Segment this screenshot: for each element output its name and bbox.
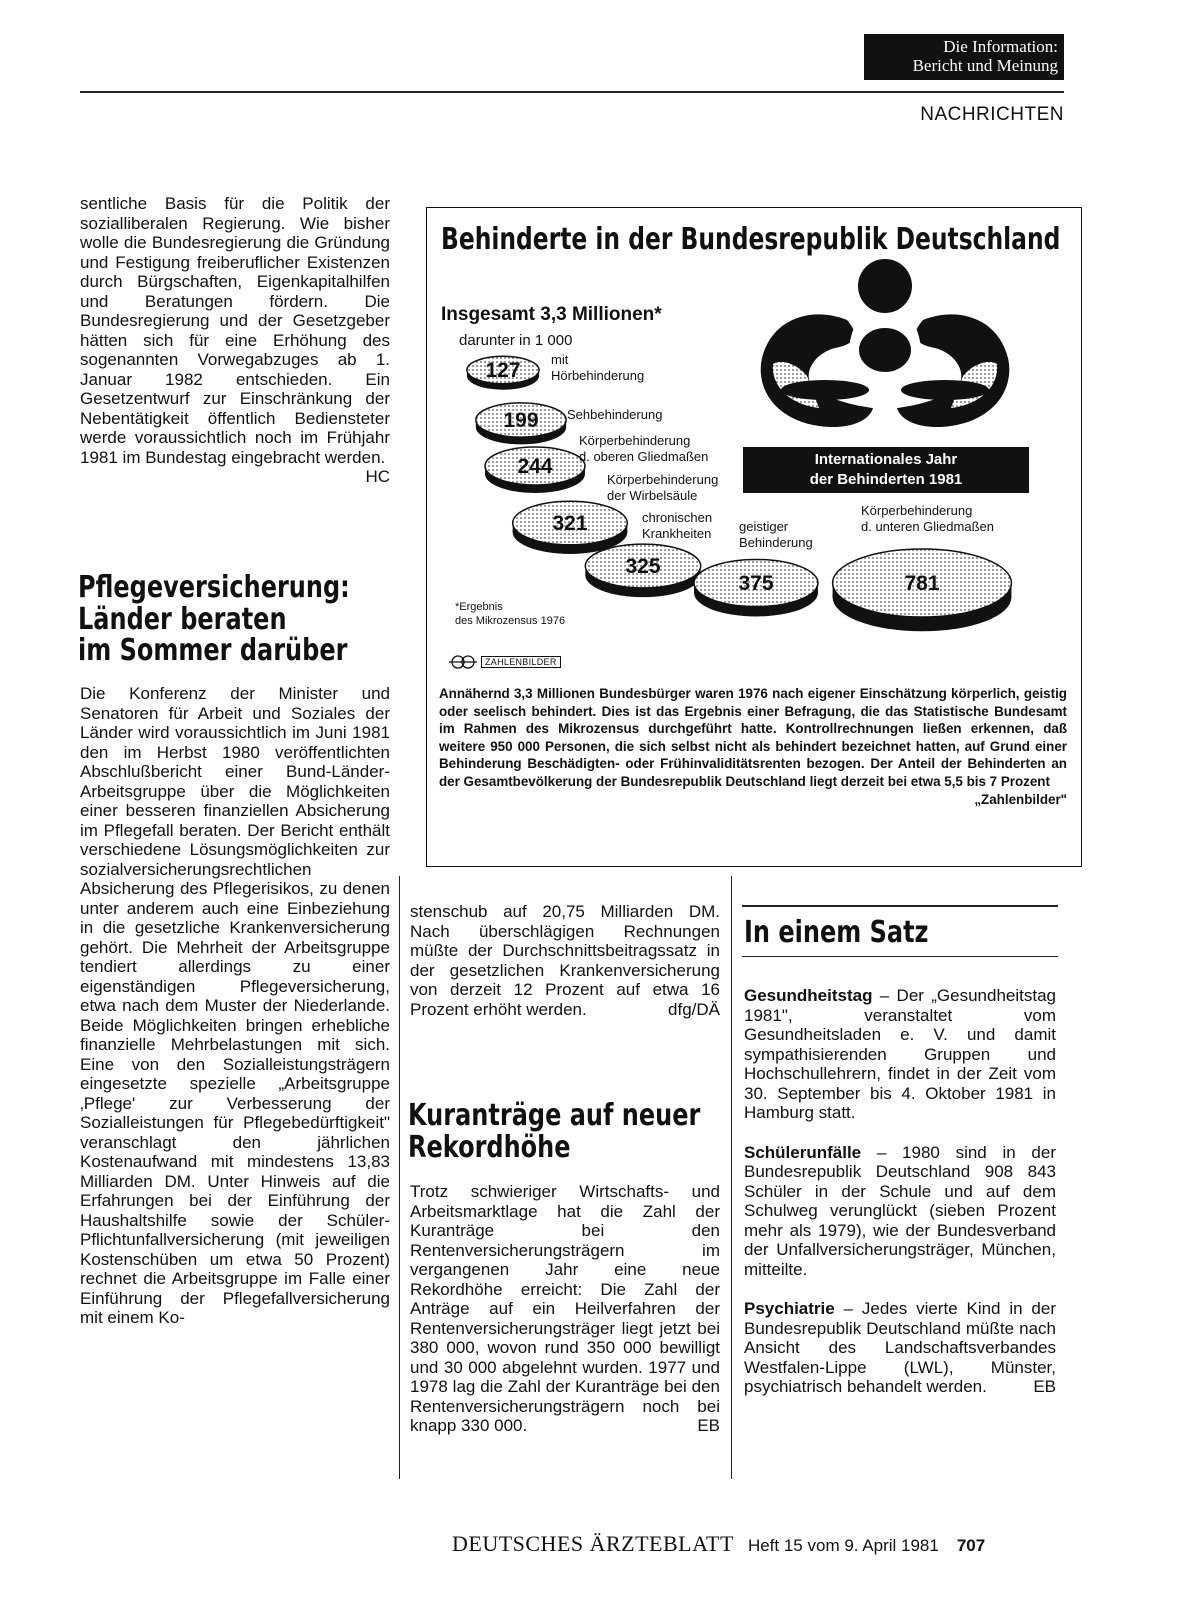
source-logo	[449, 655, 561, 669]
brief-term: Schülerunfälle	[744, 1142, 862, 1162]
caption-text: Annähernd 3,3 Millionen Bundesbürger waren 1976 nach eigener Einschätzung körperlich, geistig oder seelisch behindert. Dies ist das Ergebnis einer Befragung, die das Statistische Bundesamt im Rahmen des Mikrozensus durchgeführt hatte. Kontrollrechnungen ließen erkennen, daß weitere 950 000 Personen, die sich selbst nicht als behindert bezeichnet hatten, auf Grund einer Behinderung Beschädigten- oder Frühinvaliditätsrenten bezogen. Der Anteil der Behinderten an der Gesamtbevölkerung der Bundesrepublik Deutschland liegt derzeit bei etwa 5,5 bis 7 Prozent	[439, 686, 1067, 789]
label-781-l1: Körperbehinderung	[861, 503, 973, 518]
body-text: Trotz schwieriger Wirtschafts- und Arbeitsmarktlage hat die Zahl der Kuranträge bei den Rentenversicherungsträgern im vergangenen Jahr eine neue Rekordhöhe erreicht: Die Zahl der Anträge auf ein Heilverfahren der Rentenversicherungsträger liegt jetzt bei 380 000, wovon rund 350 000 bewilligt und 30 000 abgelehnt wurden. 1977 und 1978 lag die Zahl der Kuranträge bei den Rentenversicherungsträgern noch bei knapp 330 000.	[410, 1182, 720, 1435]
disc-value: 321	[552, 512, 588, 535]
disc-781	[833, 549, 1012, 631]
brief-term: Psychiatrie	[744, 1299, 835, 1318]
disc-value: 325	[625, 555, 661, 578]
label-244-l2: d. oberen Gliedmaßen	[579, 449, 709, 464]
disc-value: 127	[485, 359, 521, 382]
article-continuation-col2	[410, 902, 720, 1019]
brief-text: – Der „Gesundheitstag 1981", veranstaltet vom Gesundheitsladen e. V. und damit sympathisierenden Gruppen und Hochschullehrern, findet in der Zeit vom 30. September bis 4. Oktober 1981 in Hamburg statt.	[744, 986, 1056, 1122]
author-sign-eb: EB	[697, 1416, 720, 1435]
disc-value: 199	[503, 409, 539, 432]
infographic-footnote	[455, 600, 565, 628]
article-heading-pflegeversicherung	[78, 572, 350, 667]
article-continuation	[80, 194, 390, 487]
heading-line-2: Länder beraten	[78, 601, 287, 637]
continuation-text: sentliche Basis für die Politik der sozialliberalen Regierung. Wie bisher wolle die Bundesregierung die Gründung und Festigung freiberuflicher Existenzen durch Bürgschaften, Eigenkapitalhilfen und Beratungen fördern. Die Bundesregierung und der Gesetzgeber hätten sich für eine Erhöhung des sogenannten Vorwegabzuges ab 1. Januar 1982 entschieden. Ein Gesetzentwurf zur Einschränkung der Nebentätigkeit öffentlich Bediensteter werde voraussichtlich noch im Frühjahr 1981 im Bundestag eingebracht werden.	[80, 194, 390, 467]
disc-value: 375	[738, 572, 774, 595]
banner-line-1: Internationales Jahr	[814, 451, 958, 468]
author-sign-hc: HC	[365, 467, 390, 486]
col3-top-rule	[742, 905, 1058, 907]
disc-321	[513, 501, 628, 554]
brief-item	[744, 1143, 1056, 1280]
brief-text: – Jedes vierte Kind in der Bundesrepublik Deutschland müßte nach Ansicht des Landschaftsverbandes Westfalen-Lippe (LWL), Münster, psychiatrisch behandelt werden.	[744, 1299, 1056, 1396]
disc-325	[585, 544, 700, 597]
section-badge	[864, 34, 1064, 80]
label-321-l1: Körperbehinderung	[607, 472, 719, 487]
brief-text: – 1980 sind in der Bundesrepublik Deutschland 908 843 Schüler in der Schule und auf dem Schulweg verunglückt (sieben Prozent mehr als 1979), wie der Bundesverband der Unfallversicherungsträger, München, mitteilte.	[744, 1142, 1056, 1279]
footnote-line-1: *Ergebnis	[455, 601, 503, 613]
article-body-pflegeversicherung	[80, 684, 390, 1328]
caption-sign: „Zahlenbilder"	[974, 791, 1067, 807]
infographic-title: Behinderte in der Bundesrepublik Deutschland	[441, 222, 1061, 257]
infographic-caption	[439, 685, 1067, 808]
label-325-l2: Krankheiten	[642, 526, 712, 541]
article-body-kurantraege	[410, 1182, 720, 1436]
page-footer	[452, 1531, 985, 1557]
brief-sign: EB	[1033, 1377, 1056, 1396]
label-127-l1: mit	[551, 352, 569, 367]
journal-name: DEUTSCHES ÄRZTEBLATT	[452, 1531, 734, 1556]
disc-127	[467, 356, 539, 389]
disc-244	[485, 447, 585, 493]
author-sign-dfg: dfg/DÄ	[668, 999, 720, 1019]
infographic-subtitle: darunter in 1 000	[459, 332, 573, 349]
infographic-box	[426, 207, 1082, 867]
column-rule-2	[731, 876, 732, 1479]
section-label: NACHRICHTEN	[920, 104, 1064, 125]
brief-item	[744, 1299, 1056, 1397]
label-321-l2: der Wirbelsäule	[607, 488, 698, 503]
column-rule-1	[399, 876, 400, 1479]
banner-iyd	[743, 447, 1029, 493]
page-number: 707	[956, 1536, 986, 1555]
heading-line-2: Rekordhöhe	[408, 1129, 571, 1165]
disc-value: 781	[904, 572, 940, 595]
disc-375	[694, 559, 818, 616]
heading-line-1: Kuranträge auf neuer	[408, 1098, 701, 1133]
source-logo-label: ZAHLENBILDER	[481, 656, 561, 668]
col3-heading-rule	[742, 956, 1058, 957]
disc-199	[476, 403, 566, 445]
brief-news-list	[744, 986, 1056, 1397]
figure-seat	[859, 328, 911, 372]
badge-line-2: Bericht und Meinung	[912, 56, 1058, 75]
label-199-l1: Sehbehinderung	[567, 407, 663, 422]
figure-pictogram	[761, 259, 1010, 427]
label-127-l2: Hörbehinderung	[551, 368, 645, 383]
infographic-total: Insgesamt 3,3 Millionen*	[441, 304, 662, 325]
article-heading-in-einem-satz: In einem Satz	[744, 915, 929, 950]
heading-line-3: im Sommer darüber	[78, 633, 348, 668]
heading-line-1: Pflegeversicherung:	[78, 570, 350, 605]
label-781-l2: d. unteren Gliedmaßen	[861, 519, 994, 534]
label-325-l1: chronischen	[642, 510, 713, 525]
issue-info: Heft 15 vom 9. April 1981	[747, 1536, 939, 1555]
label-375-l2: Behinderung	[739, 535, 813, 550]
label-244-l1: Körperbehinderung	[579, 433, 691, 448]
article-heading-kurantraege	[408, 1100, 700, 1163]
brief-item	[744, 986, 1056, 1123]
disc-value: 244	[517, 455, 553, 478]
body-text: Die Konferenz der Minister und Senatoren für Arbeit und Soziales der Länder wird voraussichtlich im Juni 1981 den im Herbst 1980 veröffentlichten Abschlußbericht einer Bund-Länder-Arbeitsgruppe über die Möglichkeiten einer besseren finanziellen Absicherung im Pflegefall beraten. Der Bericht enthält verschiedene Lösungsmöglichkeiten zur sozialversicherungsrechtlichen Absicherung des Pflegerisikos, zu denen unter anderem auch eine Einbeziehung in die gesetzliche Krankenversicherung gehört. Die Mehrheit der Arbeitsgruppe tendiert allerdings zu einer eigenständigen Pflegeversicherung, etwa nach dem Muster der Niederlande. Beide Möglichkeiten bringen erhebliche finanzielle Mehrbelastungen mit sich. Eine von den Sozialleistungsträgern eingesetzte spezielle „Arbeitsgruppe ‚Pflege' zur Verbesserung der Sozialleistungen für Pflegebedürftigkeit" veranschlagt den jährlichen Kostenaufwand mit mindestens 13,83 Milliarden DM. Unter Hinweis auf die Erfahrungen bei der Einführung der Haushaltshilfe sowie der Schüler-Pflichtunfallversicherung (mit jeweiligen Kostenschüben um etwa 50 Prozent) rechnet die Arbeitsgruppe im Falle einer Einführung der Pflegefallversicherung mit einem Ko-	[80, 684, 390, 1327]
continuation-col2-text: stenschub auf 20,75 Milliarden DM. Nach überschlägigen Rechnungen müßte der Durchschnittsbeitragssatz in der gesetzlichen Krankenversicherung von derzeit 12 Prozent auf etwa 16 Prozent erhöht werden.	[410, 902, 720, 1019]
globus-logo-icon	[449, 655, 477, 669]
figure-right-leg	[901, 380, 989, 400]
footnote-line-2: des Mikrozensus 1976	[455, 615, 566, 627]
header-rule	[80, 91, 1064, 93]
brief-term: Gesundheitstag	[744, 986, 873, 1005]
figure-left-leg	[781, 380, 869, 400]
badge-line-1: Die Information:	[943, 37, 1058, 56]
banner-line-2: der Behinderten 1981	[809, 471, 963, 488]
label-375-l1: geistiger	[739, 519, 789, 534]
figure-head	[858, 259, 912, 313]
